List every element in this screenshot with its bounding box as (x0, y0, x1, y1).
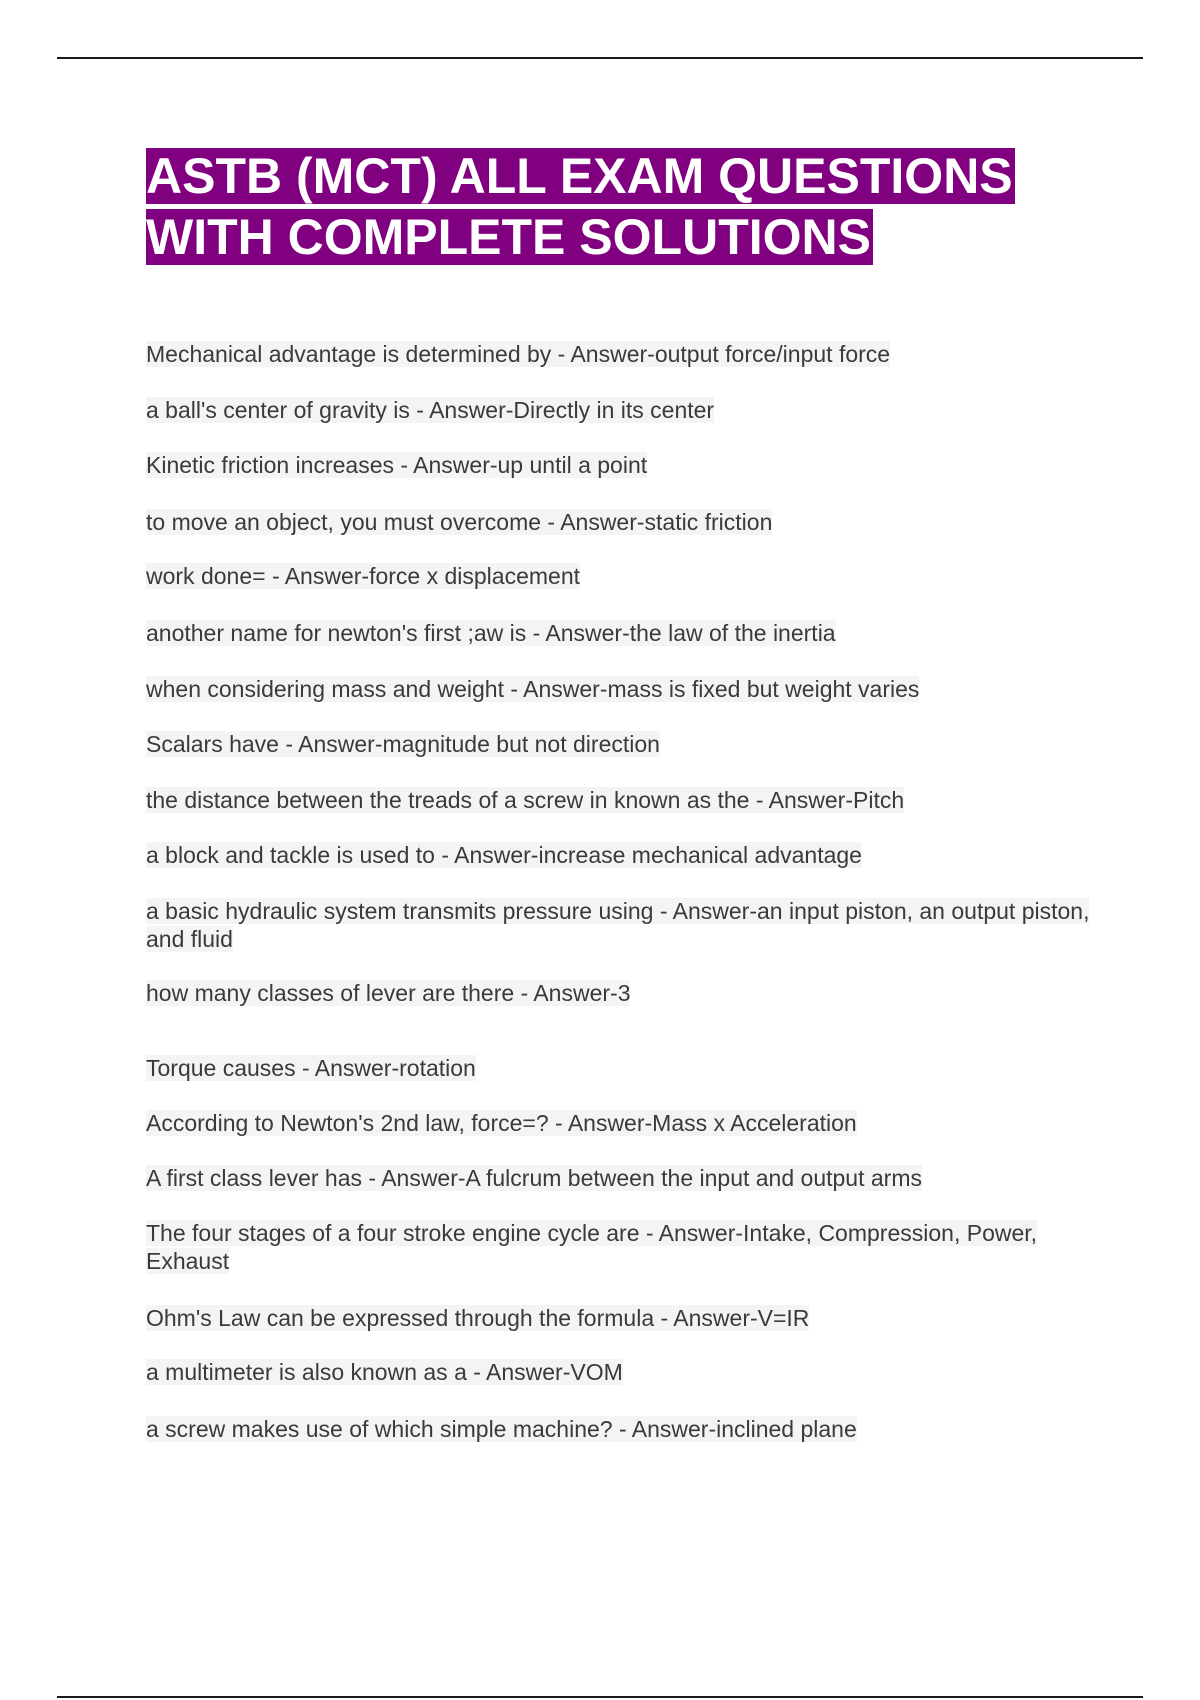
qa-item: Ohm's Law can be expressed through the formula - Answer-V=IR (146, 1305, 810, 1331)
qa-item: Mechanical advantage is determined by - Answer-output force/input force (146, 341, 891, 367)
qa-item: Scalars have - Answer-magnitude but not direction (146, 731, 660, 757)
qa-item: A first class lever has - Answer-A fulcrum between the input and output arms (146, 1165, 922, 1191)
top-divider (57, 57, 1143, 59)
qa-item: a basic hydraulic system transmits pressure using - Answer-an input piston, an output piston, and fluid (146, 898, 1090, 952)
qa-item: According to Newton's 2nd law, force=? - Answer-Mass x Acceleration (146, 1110, 857, 1136)
qa-item: another name for newton's first ;aw is - Answer-the law of the inertia (146, 620, 836, 646)
qa-item: work done= - Answer-force x displacement (146, 563, 581, 589)
qa-item: the distance between the treads of a screw in known as the - Answer-Pitch (146, 787, 905, 813)
document-title (146, 146, 1106, 268)
qa-item: a ball's center of gravity is - Answer-Directly in its center (146, 397, 715, 423)
bottom-divider (57, 1696, 1143, 1698)
title-line-1: ASTB (MCT) ALL EXAM QUESTIONS (146, 148, 1013, 204)
qa-item: a multimeter is also known as a - Answer-VOM (146, 1359, 623, 1385)
qa-item: Kinetic friction increases - Answer-up until a point (146, 452, 648, 478)
qa-item: to move an object, you must overcome - Answer-static friction (146, 509, 773, 535)
qa-item: Torque causes - Answer-rotation (146, 1055, 476, 1081)
qa-item: a screw makes use of which simple machine? - Answer-inclined plane (146, 1416, 857, 1442)
qa-item: when considering mass and weight - Answer-mass is fixed but weight varies (146, 676, 920, 702)
qa-item: how many classes of lever are there - Answer-3 (146, 980, 631, 1006)
qa-item: a block and tackle is used to - Answer-increase mechanical advantage (146, 842, 862, 868)
qa-item: The four stages of a four stroke engine cycle are - Answer-Intake, Compression, Power, Exhaust (146, 1220, 1038, 1274)
title-line-2: WITH COMPLETE SOLUTIONS (146, 209, 871, 265)
